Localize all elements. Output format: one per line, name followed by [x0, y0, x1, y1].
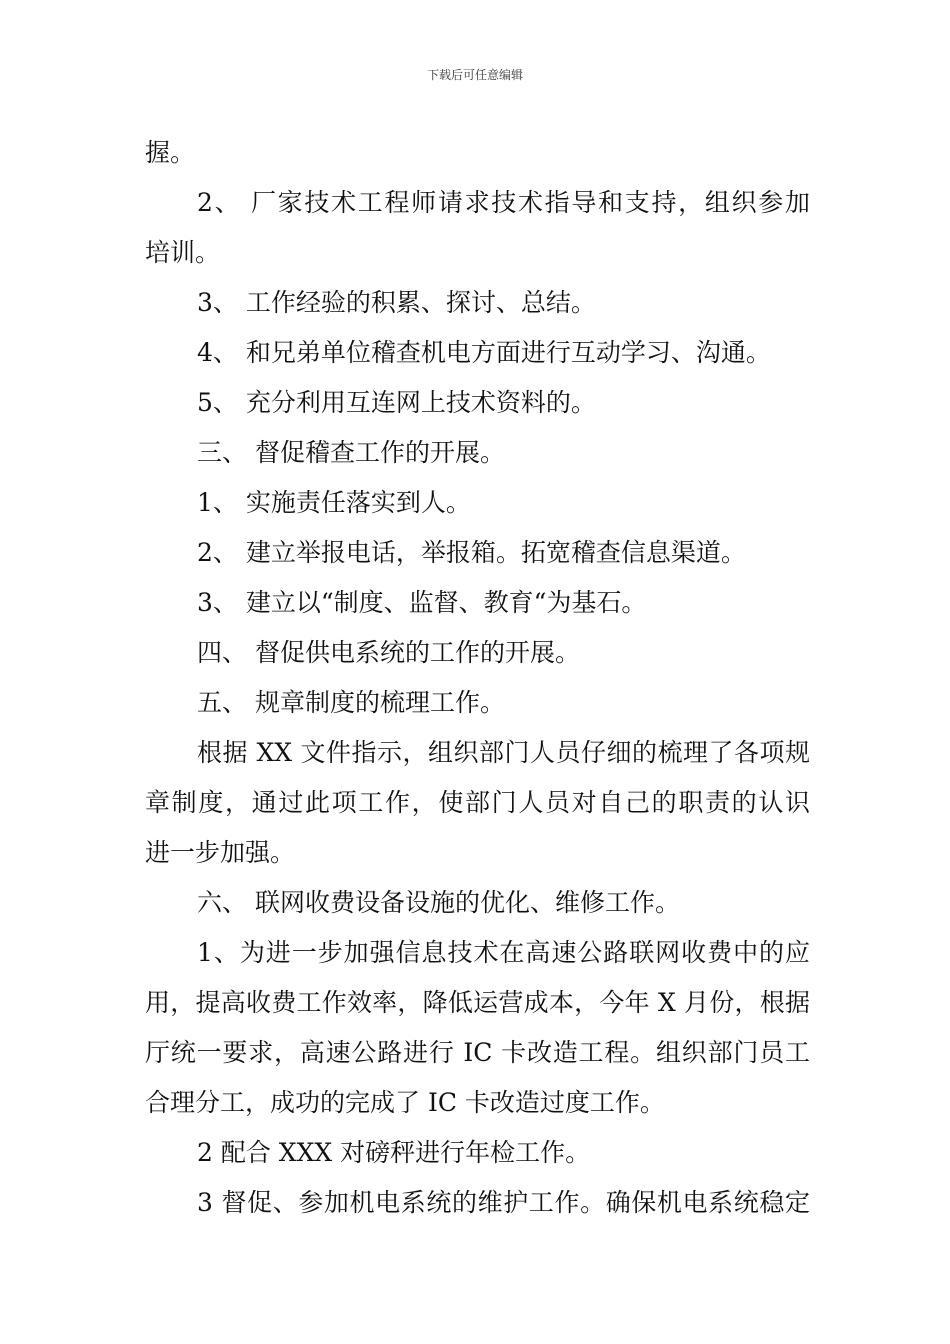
text-line: 合理分工，成功的完成了 IC 卡改造过度工作。 [145, 1088, 665, 1117]
text-line: 根据 XX 文件指示，组织部门人员仔细的梳理了各项规 [197, 738, 810, 767]
text-line: 厅统一要求，高速公路进行 IC 卡改造工程。组织部门员工 [145, 1038, 810, 1067]
section-heading: 四、 督促供电系统的工作的开展。 [197, 638, 580, 667]
text-line: 5、 充分利用互连网上技术资料的。 [197, 388, 596, 417]
text-line: 1、 实施责任落实到人。 [197, 488, 471, 517]
section-heading: 三、 督促稽查工作的开展。 [197, 438, 505, 467]
text-line: 3、 建立以“制度、监督、教育“为基石。 [197, 588, 647, 617]
text-line: 4、 和兄弟单位稽查机电方面进行互动学习、沟通。 [197, 338, 771, 367]
text-line: 3、 工作经验的积累、探讨、总结。 [197, 288, 596, 317]
text-line: 用，提高收费工作效率，降低运营成本，今年 X 月份，根据 [145, 988, 810, 1017]
text-line: 进一步加强。 [145, 838, 296, 867]
text-line: 握。 [145, 138, 196, 167]
section-heading: 六、 联网收费设备设施的优化、维修工作。 [197, 888, 680, 917]
document-body [145, 128, 810, 1228]
text-line: 2、 厂家技术工程师请求技术指导和支持，组织参加 [197, 188, 810, 217]
text-line: 章制度，通过此项工作，使部门人员对自己的职责的认识 [145, 788, 810, 817]
text-line: 2、 建立举报电话，举报箱。拓宽稽查信息渠道。 [197, 538, 746, 567]
text-line: 培训。 [145, 238, 221, 267]
text-line: 3 督促、参加机电系统的维护工作。确保机电系统稳定 [197, 1188, 810, 1217]
text-line: 1、为进一步加强信息技术在高速公路联网收费中的应 [197, 938, 810, 967]
section-heading: 五、 规章制度的梳理工作。 [197, 688, 505, 717]
text-line: 2 配合 XXX 对磅秤进行年检工作。 [197, 1138, 591, 1167]
page-header: 下载后可任意编辑 [426, 68, 523, 82]
